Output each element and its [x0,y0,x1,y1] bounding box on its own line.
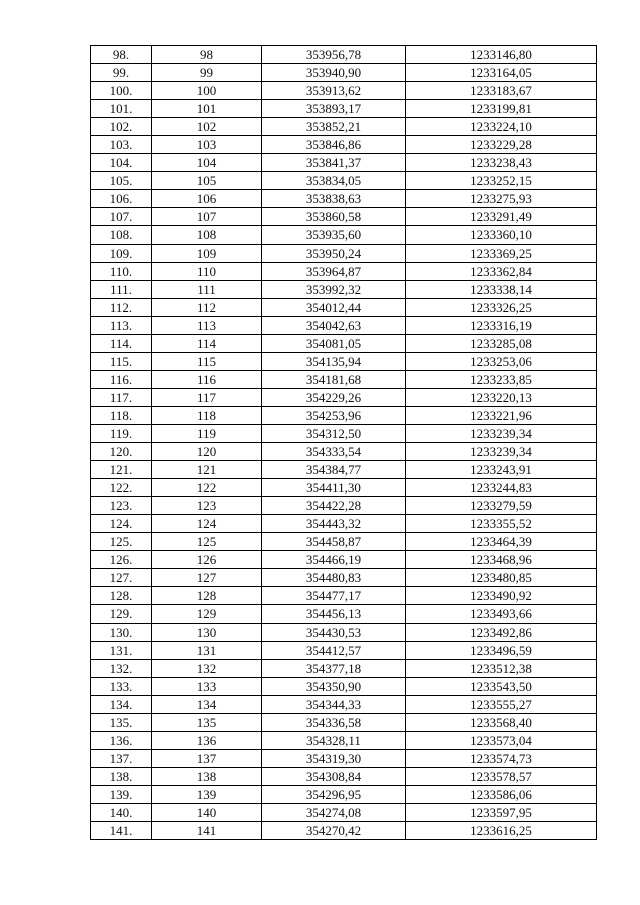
table-row [91,118,597,136]
table-row [91,587,597,605]
row-index-cell: 136. [91,731,152,749]
x-coordinate-cell: 354081,05 [262,334,406,352]
row-index-cell: 108. [91,226,152,244]
row-index-cell: 123. [91,497,152,515]
table-row [91,370,597,388]
row-index-cell: 116. [91,370,152,388]
point-number-cell: 125 [152,533,262,551]
y-coordinate-cell: 1233238,43 [406,154,597,172]
x-coordinate-cell: 354308,84 [262,767,406,785]
y-coordinate-cell: 1233496,59 [406,641,597,659]
point-number-cell: 122 [152,479,262,497]
table-row [91,497,597,515]
table-row [91,226,597,244]
point-number-cell: 121 [152,461,262,479]
table-row [91,424,597,442]
y-coordinate-cell: 1233492,86 [406,623,597,641]
point-number-cell: 130 [152,623,262,641]
row-index-cell: 135. [91,713,152,731]
y-coordinate-cell: 1233493,66 [406,605,597,623]
y-coordinate-cell: 1233512,38 [406,659,597,677]
x-coordinate-cell: 354135,94 [262,352,406,370]
x-coordinate-cell: 354333,54 [262,443,406,461]
point-number-cell: 98 [152,46,262,64]
row-index-cell: 126. [91,551,152,569]
x-coordinate-cell: 354336,58 [262,713,406,731]
point-number-cell: 138 [152,767,262,785]
row-index-cell: 113. [91,316,152,334]
point-number-cell: 101 [152,100,262,118]
y-coordinate-cell: 1233239,34 [406,443,597,461]
y-coordinate-cell: 1233568,40 [406,713,597,731]
row-index-cell: 125. [91,533,152,551]
table-row [91,280,597,298]
table-row [91,515,597,533]
point-number-cell: 107 [152,208,262,226]
row-index-cell: 98. [91,46,152,64]
point-number-cell: 134 [152,695,262,713]
point-number-cell: 141 [152,822,262,840]
x-coordinate-cell: 354456,13 [262,605,406,623]
x-coordinate-cell: 354411,30 [262,479,406,497]
table-row [91,190,597,208]
row-index-cell: 106. [91,190,152,208]
y-coordinate-cell: 1233233,85 [406,370,597,388]
y-coordinate-cell: 1233360,10 [406,226,597,244]
point-number-cell: 115 [152,352,262,370]
row-index-cell: 101. [91,100,152,118]
y-coordinate-cell: 1233243,91 [406,461,597,479]
table-row [91,767,597,785]
y-coordinate-cell: 1233543,50 [406,677,597,695]
table-row [91,154,597,172]
y-coordinate-cell: 1233229,28 [406,136,597,154]
y-coordinate-cell: 1233220,13 [406,388,597,406]
row-index-cell: 137. [91,749,152,767]
table-row [91,569,597,587]
x-coordinate-cell: 354480,83 [262,569,406,587]
point-number-cell: 110 [152,262,262,280]
table-row [91,352,597,370]
row-index-cell: 117. [91,388,152,406]
row-index-cell: 111. [91,280,152,298]
point-number-cell: 128 [152,587,262,605]
row-index-cell: 105. [91,172,152,190]
x-coordinate-cell: 354443,32 [262,515,406,533]
y-coordinate-cell: 1233586,06 [406,785,597,803]
y-coordinate-cell: 1233279,59 [406,497,597,515]
point-number-cell: 140 [152,803,262,821]
row-index-cell: 130. [91,623,152,641]
y-coordinate-cell: 1233362,84 [406,262,597,280]
row-index-cell: 112. [91,298,152,316]
row-index-cell: 139. [91,785,152,803]
x-coordinate-cell: 354350,90 [262,677,406,695]
x-coordinate-cell: 354412,57 [262,641,406,659]
x-coordinate-cell: 354319,30 [262,749,406,767]
point-number-cell: 104 [152,154,262,172]
x-coordinate-cell: 353940,90 [262,64,406,82]
table-row [91,479,597,497]
x-coordinate-cell: 354328,11 [262,731,406,749]
row-index-cell: 140. [91,803,152,821]
table-row [91,713,597,731]
x-coordinate-cell: 353852,21 [262,118,406,136]
x-coordinate-cell: 354042,63 [262,316,406,334]
y-coordinate-cell: 1233616,25 [406,822,597,840]
x-coordinate-cell: 353860,58 [262,208,406,226]
point-number-cell: 129 [152,605,262,623]
point-number-cell: 108 [152,226,262,244]
point-number-cell: 119 [152,424,262,442]
table-row [91,406,597,424]
row-index-cell: 120. [91,443,152,461]
x-coordinate-cell: 354229,26 [262,388,406,406]
row-index-cell: 131. [91,641,152,659]
x-coordinate-cell: 353992,32 [262,280,406,298]
y-coordinate-cell: 1233369,25 [406,244,597,262]
row-index-cell: 104. [91,154,152,172]
coordinates-table-body [91,46,597,840]
x-coordinate-cell: 354270,42 [262,822,406,840]
table-row [91,208,597,226]
x-coordinate-cell: 353935,60 [262,226,406,244]
point-number-cell: 124 [152,515,262,533]
point-number-cell: 112 [152,298,262,316]
row-index-cell: 118. [91,406,152,424]
table-row [91,172,597,190]
row-index-cell: 129. [91,605,152,623]
y-coordinate-cell: 1233316,19 [406,316,597,334]
y-coordinate-cell: 1233253,06 [406,352,597,370]
table-row [91,262,597,280]
point-number-cell: 127 [152,569,262,587]
y-coordinate-cell: 1233244,83 [406,479,597,497]
x-coordinate-cell: 354458,87 [262,533,406,551]
point-number-cell: 106 [152,190,262,208]
row-index-cell: 115. [91,352,152,370]
y-coordinate-cell: 1233355,52 [406,515,597,533]
x-coordinate-cell: 354344,33 [262,695,406,713]
row-index-cell: 121. [91,461,152,479]
row-index-cell: 127. [91,569,152,587]
x-coordinate-cell: 353893,17 [262,100,406,118]
table-row [91,334,597,352]
point-number-cell: 123 [152,497,262,515]
point-number-cell: 117 [152,388,262,406]
row-index-cell: 119. [91,424,152,442]
row-index-cell: 99. [91,64,152,82]
y-coordinate-cell: 1233574,73 [406,749,597,767]
y-coordinate-cell: 1233480,85 [406,569,597,587]
row-index-cell: 141. [91,822,152,840]
point-number-cell: 133 [152,677,262,695]
y-coordinate-cell: 1233326,25 [406,298,597,316]
point-number-cell: 109 [152,244,262,262]
x-coordinate-cell: 353846,86 [262,136,406,154]
point-number-cell: 126 [152,551,262,569]
y-coordinate-cell: 1233490,92 [406,587,597,605]
point-number-cell: 105 [152,172,262,190]
x-coordinate-cell: 353964,87 [262,262,406,280]
table-row [91,731,597,749]
x-coordinate-cell: 354422,28 [262,497,406,515]
x-coordinate-cell: 354430,53 [262,623,406,641]
table-row [91,244,597,262]
row-index-cell: 100. [91,82,152,100]
y-coordinate-cell: 1233291,49 [406,208,597,226]
table-row [91,136,597,154]
table-row [91,461,597,479]
point-number-cell: 139 [152,785,262,803]
y-coordinate-cell: 1233183,67 [406,82,597,100]
table-row [91,316,597,334]
x-coordinate-cell: 353956,78 [262,46,406,64]
row-index-cell: 122. [91,479,152,497]
table-row [91,388,597,406]
y-coordinate-cell: 1233239,34 [406,424,597,442]
point-number-cell: 114 [152,334,262,352]
point-number-cell: 116 [152,370,262,388]
table-row [91,100,597,118]
y-coordinate-cell: 1233285,08 [406,334,597,352]
row-index-cell: 124. [91,515,152,533]
row-index-cell: 133. [91,677,152,695]
point-number-cell: 102 [152,118,262,136]
x-coordinate-cell: 354181,68 [262,370,406,388]
x-coordinate-cell: 354477,17 [262,587,406,605]
table-row [91,46,597,64]
table-row [91,64,597,82]
point-number-cell: 100 [152,82,262,100]
point-number-cell: 118 [152,406,262,424]
y-coordinate-cell: 1233555,27 [406,695,597,713]
point-number-cell: 120 [152,443,262,461]
y-coordinate-cell: 1233464,39 [406,533,597,551]
x-coordinate-cell: 354296,95 [262,785,406,803]
row-index-cell: 109. [91,244,152,262]
x-coordinate-cell: 354377,18 [262,659,406,677]
x-coordinate-cell: 354253,96 [262,406,406,424]
point-number-cell: 99 [152,64,262,82]
y-coordinate-cell: 1233199,81 [406,100,597,118]
table-row [91,533,597,551]
x-coordinate-cell: 353950,24 [262,244,406,262]
y-coordinate-cell: 1233578,57 [406,767,597,785]
row-index-cell: 128. [91,587,152,605]
table-row [91,822,597,840]
row-index-cell: 134. [91,695,152,713]
table-row [91,641,597,659]
point-number-cell: 132 [152,659,262,677]
table-row [91,803,597,821]
x-coordinate-cell: 354384,77 [262,461,406,479]
x-coordinate-cell: 354466,19 [262,551,406,569]
row-index-cell: 138. [91,767,152,785]
table-row [91,695,597,713]
y-coordinate-cell: 1233146,80 [406,46,597,64]
x-coordinate-cell: 353913,62 [262,82,406,100]
x-coordinate-cell: 354012,44 [262,298,406,316]
row-index-cell: 107. [91,208,152,226]
row-index-cell: 103. [91,136,152,154]
y-coordinate-cell: 1233224,10 [406,118,597,136]
row-index-cell: 110. [91,262,152,280]
x-coordinate-cell: 353834,05 [262,172,406,190]
x-coordinate-cell: 353838,63 [262,190,406,208]
point-number-cell: 113 [152,316,262,334]
y-coordinate-cell: 1233597,95 [406,803,597,821]
coordinates-table [90,45,597,840]
y-coordinate-cell: 1233468,96 [406,551,597,569]
point-number-cell: 111 [152,280,262,298]
table-row [91,749,597,767]
y-coordinate-cell: 1233221,96 [406,406,597,424]
table-row [91,605,597,623]
y-coordinate-cell: 1233164,05 [406,64,597,82]
row-index-cell: 132. [91,659,152,677]
table-row [91,298,597,316]
x-coordinate-cell: 354274,08 [262,803,406,821]
y-coordinate-cell: 1233275,93 [406,190,597,208]
table-row [91,443,597,461]
table-row [91,785,597,803]
table-row [91,623,597,641]
y-coordinate-cell: 1233252,15 [406,172,597,190]
y-coordinate-cell: 1233573,04 [406,731,597,749]
y-coordinate-cell: 1233338,14 [406,280,597,298]
x-coordinate-cell: 354312,50 [262,424,406,442]
point-number-cell: 136 [152,731,262,749]
row-index-cell: 102. [91,118,152,136]
point-number-cell: 131 [152,641,262,659]
table-row [91,659,597,677]
row-index-cell: 114. [91,334,152,352]
point-number-cell: 103 [152,136,262,154]
table-row [91,82,597,100]
point-number-cell: 137 [152,749,262,767]
table-row [91,551,597,569]
table-row [91,677,597,695]
point-number-cell: 135 [152,713,262,731]
x-coordinate-cell: 353841,37 [262,154,406,172]
